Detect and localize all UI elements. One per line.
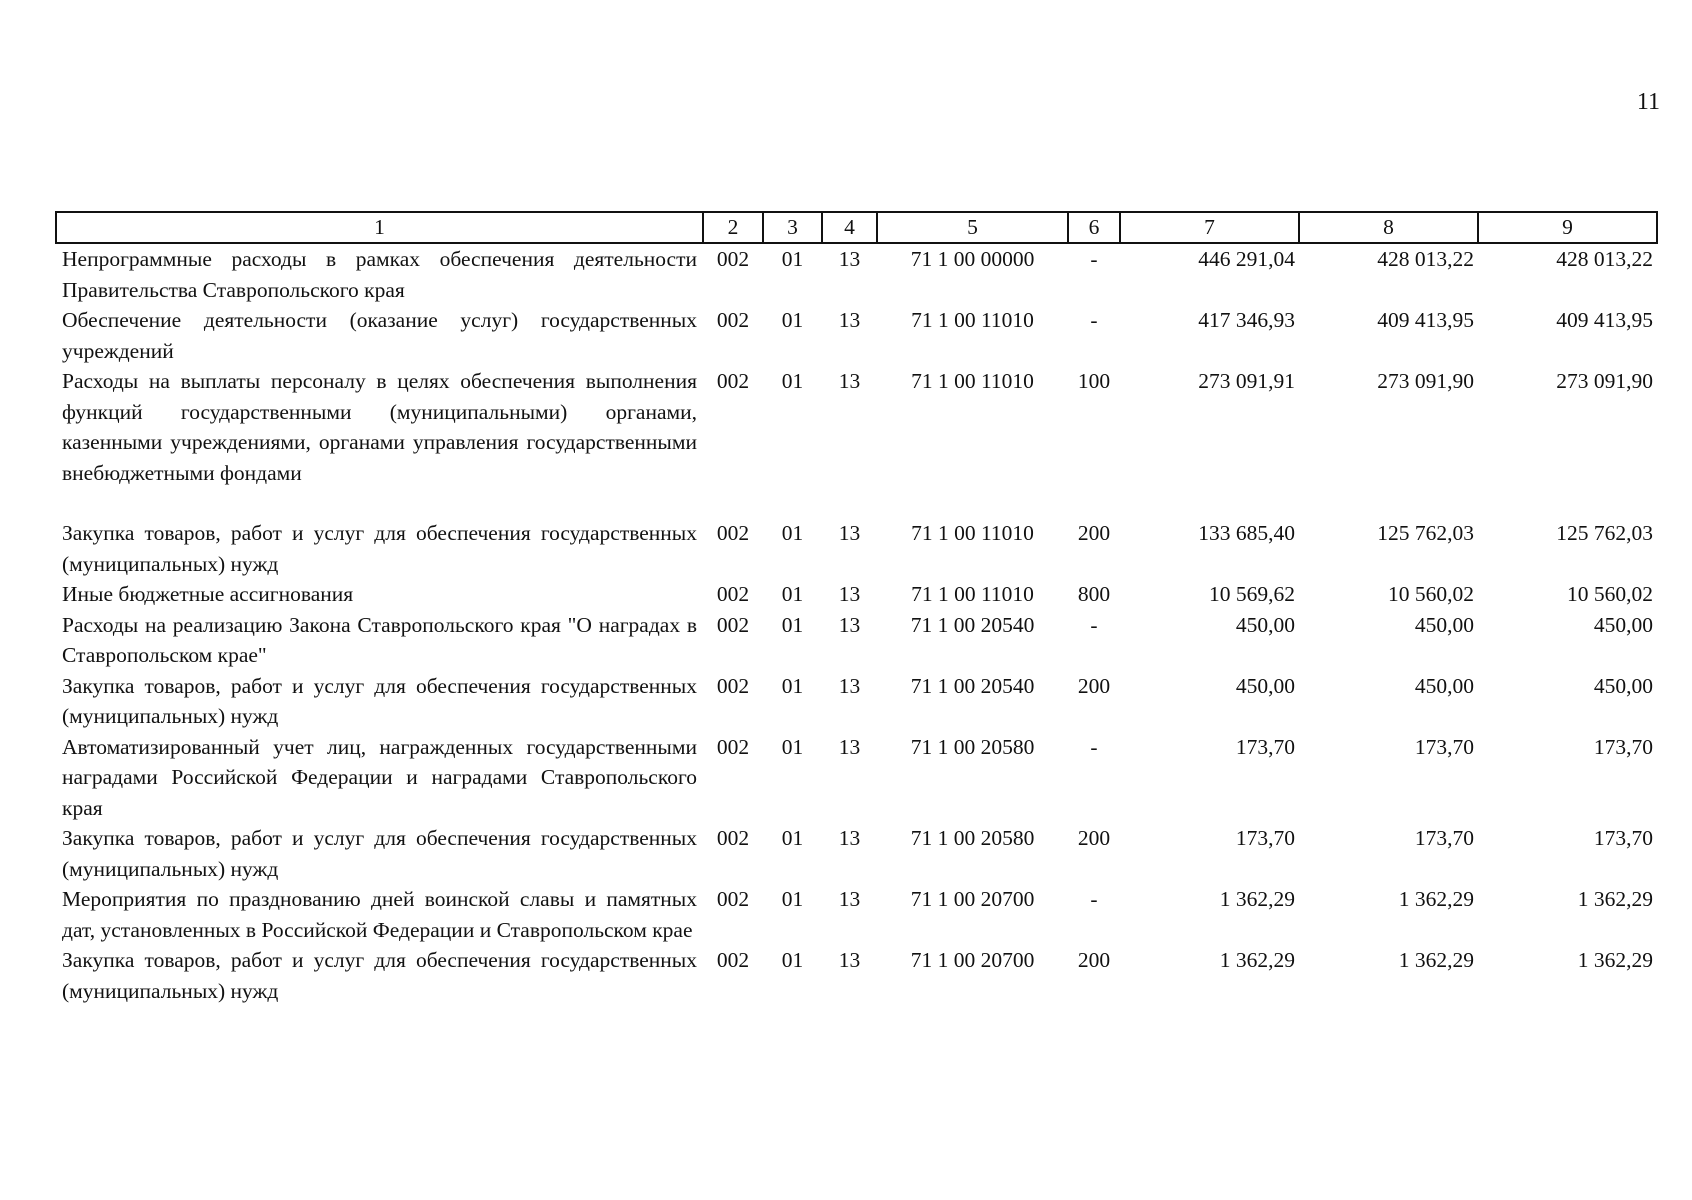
amount-col9: 10 560,02 xyxy=(1567,582,1653,606)
table-row xyxy=(56,579,1657,610)
amount-col7: 173,70 xyxy=(1235,826,1295,850)
ministry-code: 002 xyxy=(716,308,750,332)
table-row xyxy=(56,518,1657,579)
expense-type-code: - xyxy=(1090,734,1098,759)
ministry-code: 002 xyxy=(716,826,750,850)
subsection-code: 13 xyxy=(838,734,861,759)
expense-type-code: - xyxy=(1090,247,1098,271)
ministry-code: 002 xyxy=(716,734,750,759)
column-header: 9 xyxy=(1478,212,1657,243)
amount-col7: 450,00 xyxy=(1235,612,1295,637)
column-header: 4 xyxy=(822,212,877,243)
subsection-code: 13 xyxy=(838,612,861,637)
amount-col9: 173,70 xyxy=(1593,734,1653,759)
table-row xyxy=(56,732,1657,824)
expense-name: Обеспечение деятельности (оказание услуг) государственных учреждений xyxy=(62,308,697,363)
expense-name: Расходы на реализацию Закона Ставропольского края "О наградах в Ставропольском крае" xyxy=(62,612,697,667)
amount-col8: 1 362,29 xyxy=(1398,887,1474,911)
target-article-code: 71 1 00 20540 xyxy=(910,612,1035,637)
amount-col7: 1 362,29 xyxy=(1219,887,1295,911)
amount-col9: 125 762,03 xyxy=(1556,521,1653,545)
ministry-code: 002 xyxy=(716,887,750,911)
amount-col8: 450,00 xyxy=(1414,612,1474,637)
ministry-code: 002 xyxy=(716,673,750,698)
amount-col8: 409 413,95 xyxy=(1377,308,1474,332)
column-header: 1 xyxy=(56,212,703,243)
amount-col7: 10 569,62 xyxy=(1209,582,1295,606)
page-number: 11 xyxy=(1636,89,1660,115)
expense-type-code: - xyxy=(1090,612,1098,637)
target-article-code: 71 1 00 20580 xyxy=(910,734,1035,759)
amount-col7: 273 091,91 xyxy=(1198,369,1295,393)
ministry-code: 002 xyxy=(716,247,750,271)
column-number-row xyxy=(56,212,1657,243)
amount-col9: 1 362,29 xyxy=(1577,887,1653,911)
section-code: 01 xyxy=(781,582,804,606)
target-article-code: 71 1 00 20700 xyxy=(910,887,1035,911)
expense-type-code: 200 xyxy=(1077,521,1111,545)
subsection-code: 13 xyxy=(838,948,861,972)
section-code: 01 xyxy=(781,948,804,972)
expense-type-code: - xyxy=(1090,887,1098,911)
budget-table xyxy=(55,211,1658,1006)
amount-col8: 428 013,22 xyxy=(1377,247,1474,271)
target-article-code: 71 1 00 00000 xyxy=(910,247,1035,271)
amount-col9: 409 413,95 xyxy=(1556,308,1653,332)
amount-col7: 173,70 xyxy=(1235,734,1295,759)
target-article-code: 71 1 00 20540 xyxy=(910,673,1035,698)
table-body xyxy=(56,243,1657,1006)
expense-name: Закупка товаров, работ и услуг для обеспечения государственных (муниципальных) нужд xyxy=(62,521,697,576)
column-header: 3 xyxy=(763,212,822,243)
amount-col8: 273 091,90 xyxy=(1377,369,1474,393)
subsection-code: 13 xyxy=(838,826,861,850)
subsection-code: 13 xyxy=(838,673,861,698)
amount-col7: 1 362,29 xyxy=(1219,948,1295,972)
ministry-code: 002 xyxy=(716,948,750,972)
section-code: 01 xyxy=(781,887,804,911)
section-code: 01 xyxy=(781,247,804,271)
amount-col7: 446 291,04 xyxy=(1198,247,1295,271)
ministry-code: 002 xyxy=(716,369,750,393)
target-article-code: 71 1 00 11010 xyxy=(911,369,1034,393)
expense-name: Закупка товаров, работ и услуг для обеспечения государственных (муниципальных) нужд xyxy=(62,826,697,881)
amount-col9: 1 362,29 xyxy=(1577,948,1653,972)
amount-col8: 450,00 xyxy=(1414,673,1474,698)
section-code: 01 xyxy=(781,673,804,698)
amount-col8: 10 560,02 xyxy=(1388,582,1474,606)
amount-col9: 273 091,90 xyxy=(1556,369,1653,393)
amount-col8: 173,70 xyxy=(1414,734,1474,759)
expense-type-code: 800 xyxy=(1077,582,1111,606)
expense-type-code: 200 xyxy=(1077,826,1111,850)
table-row xyxy=(56,945,1657,1006)
section-code: 01 xyxy=(781,369,804,393)
section-code: 01 xyxy=(781,308,804,332)
expense-name: Закупка товаров, работ и услуг для обеспечения государственных (муниципальных) нужд xyxy=(62,673,697,728)
amount-col7: 450,00 xyxy=(1235,673,1295,698)
target-article-code: 71 1 00 11010 xyxy=(911,521,1034,545)
expense-name: Автоматизированный учет лиц, награжденных государственными наградами Российской Федерации и наградами Ставропольского края xyxy=(62,734,697,820)
section-code: 01 xyxy=(781,521,804,545)
subsection-code: 13 xyxy=(838,521,861,545)
ministry-code: 002 xyxy=(716,582,750,606)
expense-type-code: - xyxy=(1090,308,1098,332)
target-article-code: 71 1 00 11010 xyxy=(911,308,1034,332)
expense-type-code: 200 xyxy=(1077,948,1111,972)
ministry-code: 002 xyxy=(716,612,750,637)
table-row xyxy=(56,610,1657,671)
section-code: 01 xyxy=(781,734,804,759)
expense-type-code: 200 xyxy=(1077,673,1111,698)
subsection-code: 13 xyxy=(838,887,861,911)
subsection-code: 13 xyxy=(838,247,861,271)
expense-name: Закупка товаров, работ и услуг для обеспечения государственных (муниципальных) нужд xyxy=(62,948,697,1003)
subsection-code: 13 xyxy=(838,582,861,606)
ministry-code: 002 xyxy=(716,521,750,545)
amount-col8: 1 362,29 xyxy=(1398,948,1474,972)
section-code: 01 xyxy=(781,612,804,637)
column-header: 7 xyxy=(1120,212,1299,243)
table-header xyxy=(56,212,1657,243)
expense-name: Иные бюджетные ассигнования xyxy=(62,582,354,606)
expense-type-code: 100 xyxy=(1077,369,1111,393)
target-article-code: 71 1 00 20580 xyxy=(910,826,1035,850)
table-row xyxy=(56,243,1657,305)
amount-col7: 133 685,40 xyxy=(1198,521,1295,545)
amount-col9: 173,70 xyxy=(1593,826,1653,850)
column-header: 6 xyxy=(1068,212,1120,243)
expense-name: Расходы на выплаты персоналу в целях обеспечения выполнения функций государственными (муниципальными) органами, казенными учреждениями, органами управления государственными внебюджетными фондами xyxy=(62,369,697,485)
amount-col9: 450,00 xyxy=(1593,612,1653,637)
amount-col9: 428 013,22 xyxy=(1556,247,1653,271)
section-code: 01 xyxy=(781,826,804,850)
table-row xyxy=(56,671,1657,732)
table-row xyxy=(56,366,1657,518)
table-row xyxy=(56,823,1657,884)
expense-name: Мероприятия по празднованию дней воинской славы и памятных дат, установленных в Российской Федерации и Ставропольском крае xyxy=(62,887,697,942)
table-row xyxy=(56,305,1657,366)
column-header: 8 xyxy=(1299,212,1478,243)
amount-col7: 417 346,93 xyxy=(1198,308,1295,332)
amount-col8: 173,70 xyxy=(1414,826,1474,850)
column-header: 2 xyxy=(703,212,763,243)
amount-col8: 125 762,03 xyxy=(1377,521,1474,545)
target-article-code: 71 1 00 11010 xyxy=(911,582,1034,606)
column-header: 5 xyxy=(877,212,1068,243)
subsection-code: 13 xyxy=(838,308,861,332)
subsection-code: 13 xyxy=(838,369,861,393)
amount-col9: 450,00 xyxy=(1593,673,1653,698)
expense-name: Непрограммные расходы в рамках обеспечения деятельности Правительства Ставропольского края xyxy=(62,247,697,302)
table-row xyxy=(56,884,1657,945)
target-article-code: 71 1 00 20700 xyxy=(910,948,1035,972)
